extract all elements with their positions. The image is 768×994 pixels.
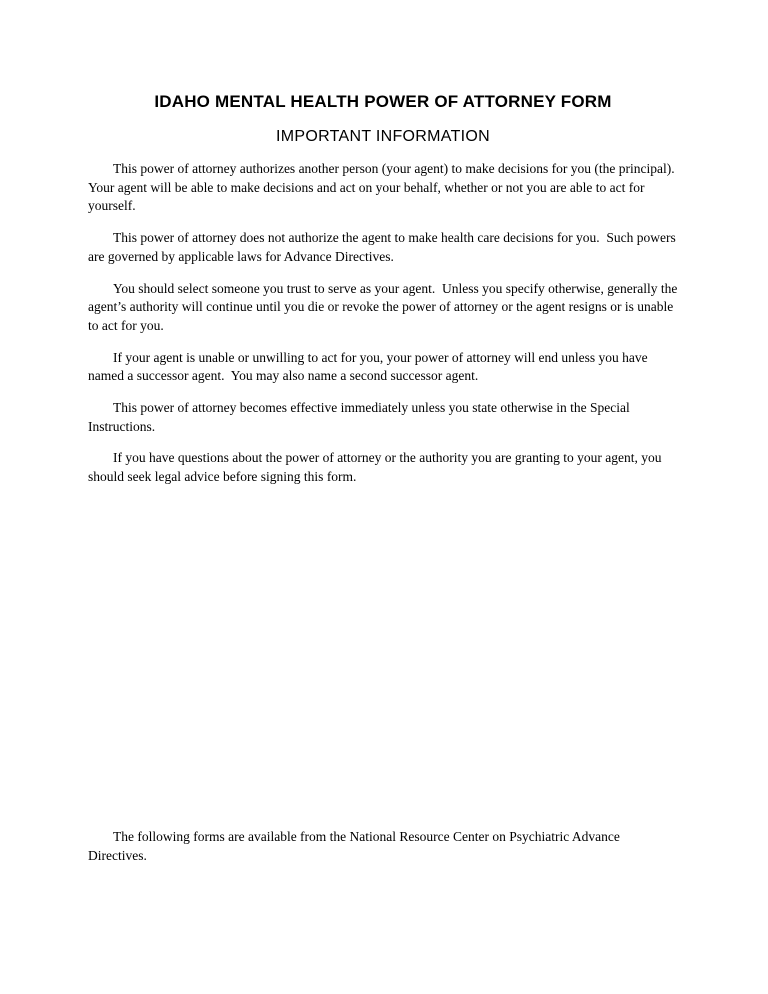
paragraph-available-forms: The following forms are available from the National Resource Center on Psychiatric Advance Directives. (88, 828, 624, 863)
paragraph-health-care-limits: This power of attorney does not authorize the agent to make health care decisions for you. Such powers are governed by applicable laws for Advance Directives. (88, 230, 680, 264)
document-body (88, 160, 681, 865)
paragraph-effective-immediately: This power of attorney becomes effective immediately unless you state otherwise in the Special Instructions. (88, 400, 634, 434)
paragraph-authorization: This power of attorney authorizes another person (your agent) to make decisions for you (the principal). Your agent will be able to make decisions and act on your behalf, whether or not you are able to act for yourself. (88, 161, 678, 214)
document-subtitle: IMPORTANT INFORMATION (275, 128, 490, 145)
paragraph-legal-advice: If you have questions about the power of attorney or the authority you are granting to your agent, you should seek legal advice before signing this form. (88, 450, 665, 485)
paragraph-successor-agent: If your agent is unable or unwilling to act for you, your power of attorney will end unless you have named a successor agent. You may also name a second successor agent. (88, 349, 651, 384)
paragraph-select-agent: You should select someone you trust to serve as your agent. Unless you specify otherwise, generally the agent’s authority will continue until you die or revoke the power of attorney or the agent resigns or is unable to act for you. (88, 280, 681, 333)
document-title: IDAHO MENTAL HEALTH POWER OF ATTORNEY FORM (154, 92, 612, 111)
